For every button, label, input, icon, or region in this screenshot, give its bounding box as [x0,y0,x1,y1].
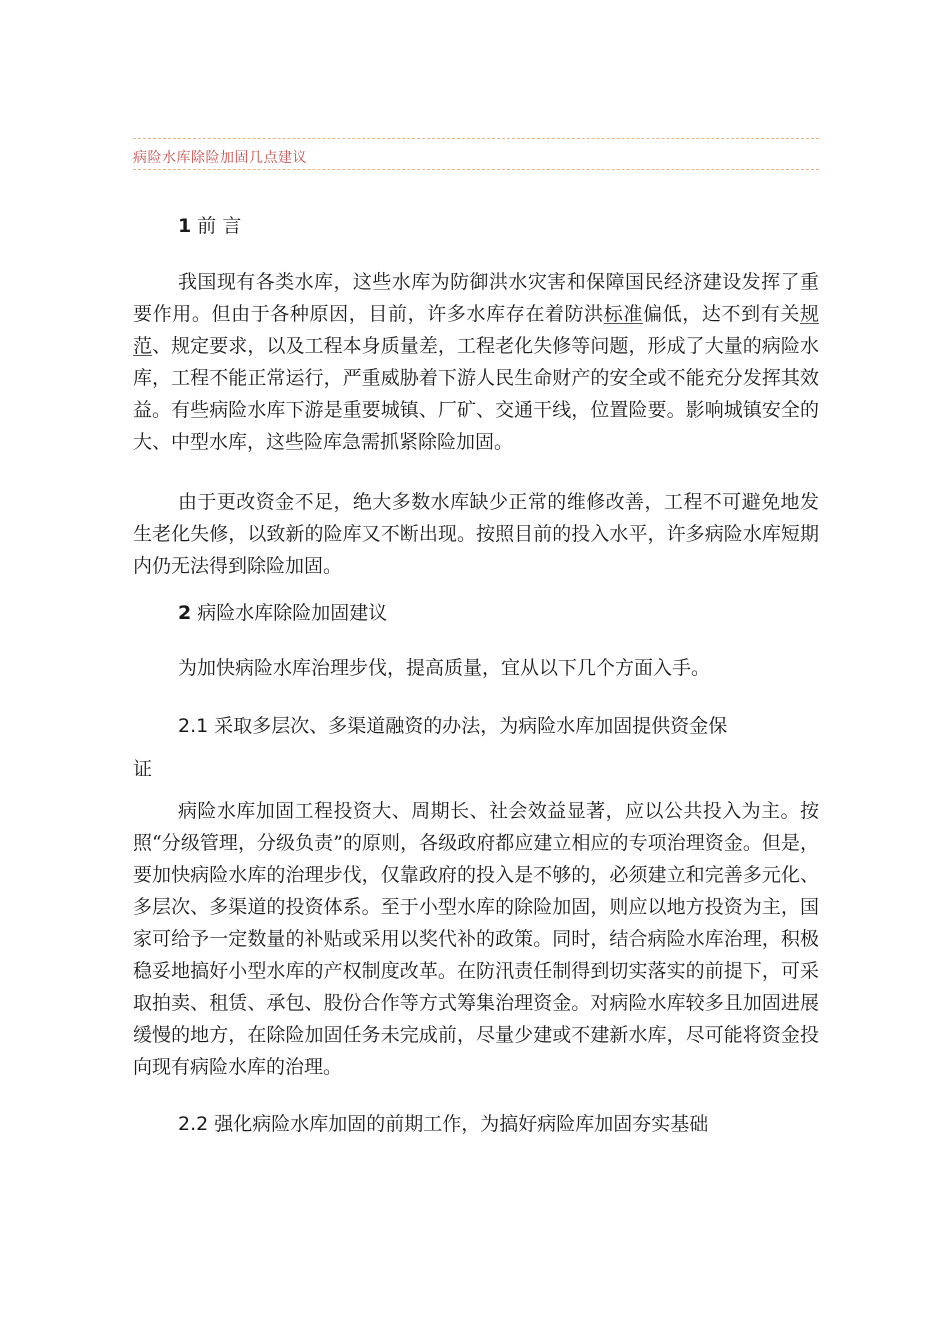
header-rule-top [133,138,819,139]
section-1-paragraph-2: 由于更改资金不足，绝大多数水库缺少正常的维修改善，工程不可避免地发生老化失修，以致新的险库又不断出现。按照目前的投入水平，许多病险水库短期内仍无法得到除险加固。 [133,491,819,577]
section-1-number: 1 [178,215,192,237]
section-2-1-heading [178,712,727,740]
section-2-intro: 为加快病险水库治理步伐，提高质量，宜从以下几个方面入手。 [178,657,711,679]
document-header-title: 病险水库除险加固几点建议 [133,150,307,166]
link-standard[interactable]: 标准 [603,303,644,325]
section-2-1-paragraph: 病险水库加固工程投资大、周期长、社会效益显著，应以公共投入为主。按照“分级管理，分级负责”的原则，各级政府都应建立相应的专项治理资金。但是，要加快病险水库的治理步伐，仅靠政府的投入是不够的，必须建立和完善多元化、多层次、多渠道的投资体系。至于小型水库的除险加固，则应以地方投资为主，国家可给予一定数量的补贴或采用以奖代补的政策。同时，结合病险水库治理，积极稳妥地搞好小型水库的产权制度改革。在防汛责任制得到切实落实的前提下，可采取拍卖、租赁、承包、股份合作等方式筹集治理资金。对病险水库较多且加固进展缓慢的地方，在除险加固任务未完成前，尽量少建或不建新水库，尽可能将资金投向现有病险水库的治理。 [133,800,819,1078]
section-2-2-heading [178,1110,708,1138]
section-2-1-heading-line2: 证 [133,758,153,780]
s1-p1-text-c: 、规定要求，以及工程本身质量差，工程老化失修等问题，形成了大量的病险水库，工程不能正常运行，严重威胁着下游人民生命财产的安全或不能充分发挥其效益。有些病险水库下游是重要城镇、厂矿、交通干线，位置险要。影响城镇安全的大、中型水库，这些险库急需抓紧除险加固。 [133,335,819,453]
section-2-2-number: 2.2 [178,1113,209,1135]
s1-p1-text-a: 我国现有各类水库，这些水库为防御洪水灾害和保障国民经济建设发挥了重要作用。但由于各种原因，目前，许多水库存在着防洪 [133,271,819,325]
section-1-title: 前 言 [191,215,242,237]
section-2-2-title: 强化病险水库加固的前期工作，为搞好病险库加固夯实基础 [208,1113,709,1135]
section-2-number: 2 [178,602,192,624]
s1-p1-text-b: 偏低，达不到有关 [643,303,800,325]
section-2-1-title-line1: 采取多层次、多渠道融资的办法，为病险水库加固提供资金保 [208,715,728,737]
section-2-1-number: 2.1 [178,715,209,737]
header-rule-bottom [133,169,819,170]
section-2-title: 病险水库除险加固建议 [191,602,388,624]
section-2-heading [178,599,387,627]
link-specification[interactable]: 规范 [133,303,819,357]
section-1-heading [178,212,241,240]
section-1-paragraph-1 [133,266,819,458]
